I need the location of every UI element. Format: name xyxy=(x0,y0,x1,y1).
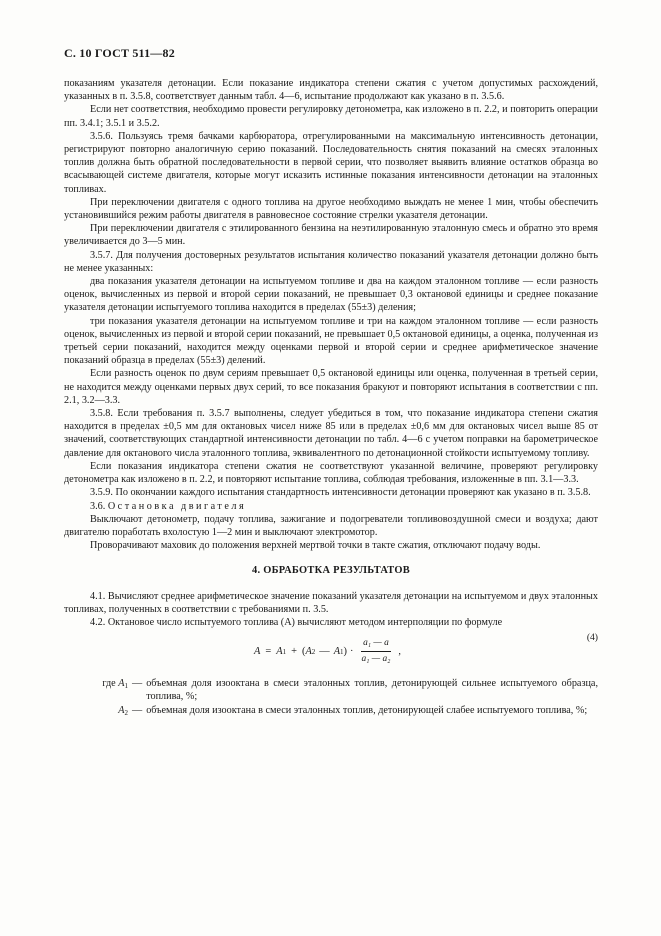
body-text xyxy=(64,77,598,717)
paragraph: 4.1. Вычисляют среднее арифметическое значение показаний указателя детонации на испытуемом и двух эталонных топливах, полученных в соответствии с требованиями п. 3.5. xyxy=(64,590,598,615)
paragraph: 4.2. Октановое число испытуемого топлива (А) вычисляют методом интерполяции по формуле xyxy=(90,616,503,628)
paragraph: 3.5.8. Если требования п. 3.5.7 выполнены, следует убедиться в том, что показание индикатора степени сжатия находится в пределах ±0,5 мм для октановых чисел ниже 85 или в пределах ±0,6 мм для октановых чисел выше 85 от значений, соответствующих стандартной интенсивности детонации по табл. 4—6 с учетом поправки на барометрическое давление для октанового числа эталонного топлива, эквивалентного по детонационной стойкости испытуемому топливу. xyxy=(64,408,598,459)
section-title: 4. ОБРАБОТКА РЕЗУЛЬТАТОВ xyxy=(251,565,411,577)
equation-number: (4) xyxy=(586,632,598,644)
paragraph: показаниям указателя детонации. Если показание индикатора степени сжатия с учетом допустимых расхождений, указанных в п. 3.5.8, соответствует данным табл. 4—6, испытание продолжают как указано в п. 3.5.6. xyxy=(64,78,598,103)
fraction-denominator: a₁ — a₂ xyxy=(361,654,391,665)
definition-text: объемная доля изооктана в смеси эталонных топлив, детонирующей сильнее испытуемого образца, топлива, %; xyxy=(146,678,598,703)
paragraph: 3.5.7. Для получения достоверных результатов испытания количество показаний указателя детонации должно быть не менее указанных: xyxy=(64,249,598,274)
paragraph: Выключают детонометр, подачу топлива, зажигание и подогреватели топливовоздушной смеси и воздуха; дают двигателю поработать вхолостую 1—2 мин и выключают электромотор. xyxy=(64,513,598,538)
definition-text: объемная доля изооктана в смеси эталонных топлив, детонирующей слабее испытуемого топлива, %; xyxy=(146,704,588,716)
fraction xyxy=(359,637,392,666)
paragraph: 3.5.9. По окончании каждого испытания стандартность интенсивности детонации проверяют как указано в п. 3.5.8. xyxy=(90,487,591,499)
paragraph: Если разность оценок по двум сериям превышает 0,5 октановой единицы или оценка, полученная в третьей серии, не находится между оценками первых двух серий, то все показания бракуют и повторяют испытания в соответствии с пп. 2.1, 3.2—3.3. xyxy=(64,368,598,406)
paragraph: 3.5.6. Пользуясь тремя бачками карбюратора, отрегулированными на максимальную интенсивность детонации, регистрируют повторно аналогичную серию показаний. Последовательность снятия показаний на смесях эталонных топлив должна быть обратной последовательности в первой серии, что позволяет выявить влияние остатков образца во всасывающей системе двигателя, которые могут исказить истинные показания интенсивности детонации на эталонных топливах. xyxy=(64,130,598,195)
definition-item: где $A_1$ — объемная доля изооктана в смеси эталонных топлив, детонирующей сильнее испытуемого образца, топлива, %; xyxy=(102,678,598,703)
page-header: С. 10 ГОСТ 511—82 xyxy=(64,46,175,60)
subsection-heading xyxy=(64,500,598,513)
paragraph: Если показания индикатора степени сжатия не соответствуют указанной величине, проверяют регулировку детонометра как изложено в п. 2.2, и повторяют испытание топлива, соблюдая требования, изложенные в пп. 3.1—3.3. xyxy=(64,460,598,486)
paragraph: При переключении двигателя с этилированного бензина на неэтилированную эталонную смесь и обратно это время увеличивается до 3—5 мин. xyxy=(64,223,598,248)
definition-item: $A_2$ — объемная доля изооктана в смеси эталонных топлив, детонирующей слабее испытуемого топлива, %; xyxy=(64,704,598,717)
paragraph: два показания указателя детонации на испытуемом топливе и два на каждом эталонном топливе — если разность оценок, вычисленных из первой и второй серии показаний, не превышает 0,3 октановой единицы и среднее показание указателя детонации испытуемого топлива находится в пределах (55±3) деления; xyxy=(64,276,598,314)
paragraph: Проворачивают маховик до положения верхней мертвой точки в такте сжатия, отключают подачу воды. xyxy=(90,540,541,552)
fraction-numerator: a₁ — a xyxy=(361,637,391,652)
subsection-number: 3.6. xyxy=(90,500,106,512)
formula: A = A 1 + ( A 2 — A 1 ) · $\frac{\text{a₁ — a}}{\text{a₁ — a₂}}$ , xyxy=(254,637,401,666)
definitions-list xyxy=(64,677,598,717)
paragraph: Если нет соответствия, необходимо провести регулировку детонометра, как изложено в п. 2.2, и повторить операции пп. 3.4.1; 3.5.1 и 3.5.2. xyxy=(64,104,598,129)
formula-block xyxy=(64,631,598,675)
paragraph: три показания указателя детонации на испытуемом топливе и три на каждом эталонном топливе — если разность оценок, вычисленных из первой и второй серии показаний, не превышает 0,5 октановой единицы, а оценка, полученная из третьей серии показаний, находится между оценками первой и второй серии и среднее арифметическое значение показаний образца в пределах (55±3) делений. xyxy=(64,315,598,367)
subsection-title: Остановка двигателя xyxy=(107,500,247,512)
paragraph: При переключении двигателя с одного топлива на другое необходимо выждать не менее 1 мин, чтобы обеспечить установившийся режим работы двигателя в равновесное состояние стрелки указателя детонации. xyxy=(64,196,598,222)
